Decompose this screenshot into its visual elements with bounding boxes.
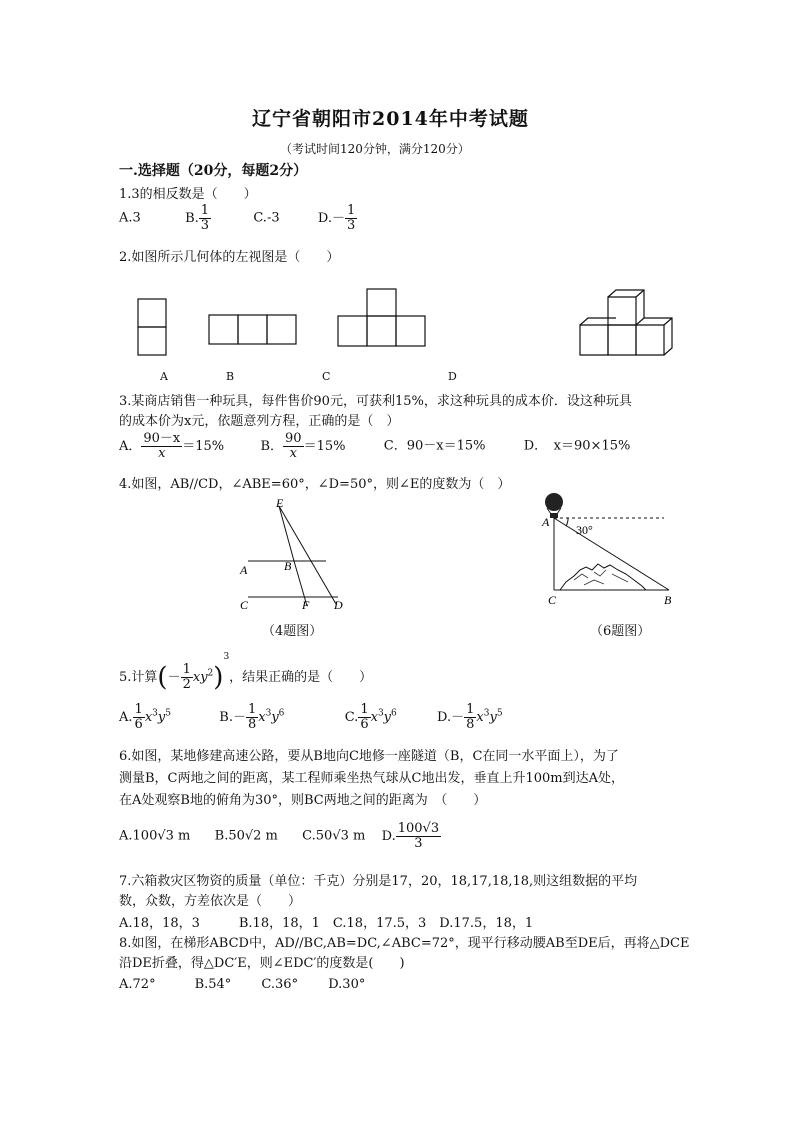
q7-options: A.18，18，3 B.18，18，1 C.18，17.5，3 D.17.5，18，1 [119, 916, 534, 931]
q5-option-c: C. $\frac{1}{6}$ $x^3y^6$ [344, 702, 397, 732]
q6-angle-label: 30° [576, 523, 593, 537]
q5-stem: 5.计算(－ $\frac{1}{2}$ $xy^2)^3$，结果正确的是（ ） [119, 652, 373, 693]
page-subtitle: （考试时间120分钟，满分120分） [280, 142, 470, 156]
q3-option-c: C．90－x＝15% [383, 438, 486, 454]
q3-option-d: D． x＝90×15% [523, 438, 631, 454]
q2-label-a: A [160, 370, 168, 383]
q4-label-b: B [284, 559, 292, 573]
q4-stem: 4.如图，AB//CD，∠ABE=60°，∠D=50°，则∠E的度数为（ ） [119, 477, 511, 492]
q6-line3: 在A处观察B地的俯角为30°，则BC两地之间的距离为 （ ） [119, 793, 487, 808]
q3-line1: 3.某商店销售一种玩具，每件售价90元，可获利15%，求这种玩具的成本价．设这种玩具 [119, 394, 632, 409]
q3-line2: 的成本价为x元，依题意列方程，正确的是（ ） [119, 414, 400, 429]
q6-caption: （6题图） [590, 624, 651, 639]
q8-line1: 8.如图，在梯形ABCD中，AD//BC,AB=DC,∠ABC=72°，现平行移动腰AB至DE后，再将△DCE [119, 936, 690, 951]
q2-stem: 2.如图所示几何体的左视图是（ ） [119, 250, 340, 265]
q1-options [119, 204, 357, 232]
q1-option-c: C.-3 [253, 210, 280, 226]
q4-caption: （4题图） [262, 624, 323, 639]
q5-option-d: D.－ $\frac{1}{8}$ $x^3y^5$ [437, 702, 503, 732]
q3-option-b: B． $\frac{90}{x}$ ＝15% [260, 431, 346, 461]
q3-options [119, 432, 630, 460]
q6-option-b: B.50√2 m [214, 828, 278, 844]
q7-line1: 7.六箱救灾区物资的质量（单位：千克）分别是17，20，18,17,18,18,则这组数据的平均 [119, 874, 638, 889]
q1-option-b: B. $\frac{1}{3}$ [185, 203, 210, 233]
q1-option-a: A.3 [119, 210, 141, 226]
q5-options [119, 703, 503, 731]
q2-label-d: D [448, 370, 457, 383]
q5-option-a: A. $\frac{1}{6}$ $x^3y^5$ [119, 702, 171, 732]
q3-option-a: A． $\frac{90-x}{x}$ ＝15% [119, 431, 225, 461]
q2-label-c: C [322, 370, 331, 383]
q2-label-b: B [226, 370, 235, 383]
q6-option-c: C.50√3 m [302, 828, 366, 844]
q6-option-d: D. $\frac{100√3}{3}$ [381, 821, 440, 851]
q6-label-b: B [664, 593, 672, 607]
section-heading: 一.选择题（20分，每题2分） [119, 163, 308, 179]
page-title: 辽宁省朝阳市2014年中考试题 [252, 108, 529, 130]
q6-line1: 6.如图，某地修建高速公路，要从B地向C地修一座隧道（B，C在同一水平面上），为了 [119, 749, 619, 764]
q6-line2: 测量B，C两地之间的距离，某工程师乘坐热气球从C地出发，垂直上升100m到达A处， [119, 771, 624, 786]
q4-label-a: A [240, 563, 248, 577]
q1-option-d: D.－ $\frac{1}{3}$ [317, 203, 356, 233]
q8-options: A.72° B.54° C.36° D.30° [119, 977, 366, 992]
q7-line2: 数，众数，方差依次是（ ） [119, 894, 302, 909]
q6-figure [534, 490, 694, 610]
q2-figure [120, 285, 680, 385]
q1-stem: 1.3的相反数是（ ） [119, 187, 257, 202]
q5-option-b: B.－ $\frac{1}{8}$ $x^3y^6$ [219, 702, 285, 732]
q8-line2: 沿DE折叠，得△DC′E，则∠EDC′的度数是( ) [119, 956, 405, 971]
q4-figure [232, 496, 362, 614]
q4-label-e: E [276, 496, 284, 510]
q4-label-f: F [302, 598, 310, 612]
q6-label-c: C [548, 593, 557, 607]
q4-label-c: C [240, 598, 249, 612]
q6-label-a: A [542, 515, 550, 529]
q6-options [119, 822, 441, 850]
q6-option-a: A.100√3 m [119, 828, 191, 844]
q4-label-d: D [334, 598, 343, 612]
